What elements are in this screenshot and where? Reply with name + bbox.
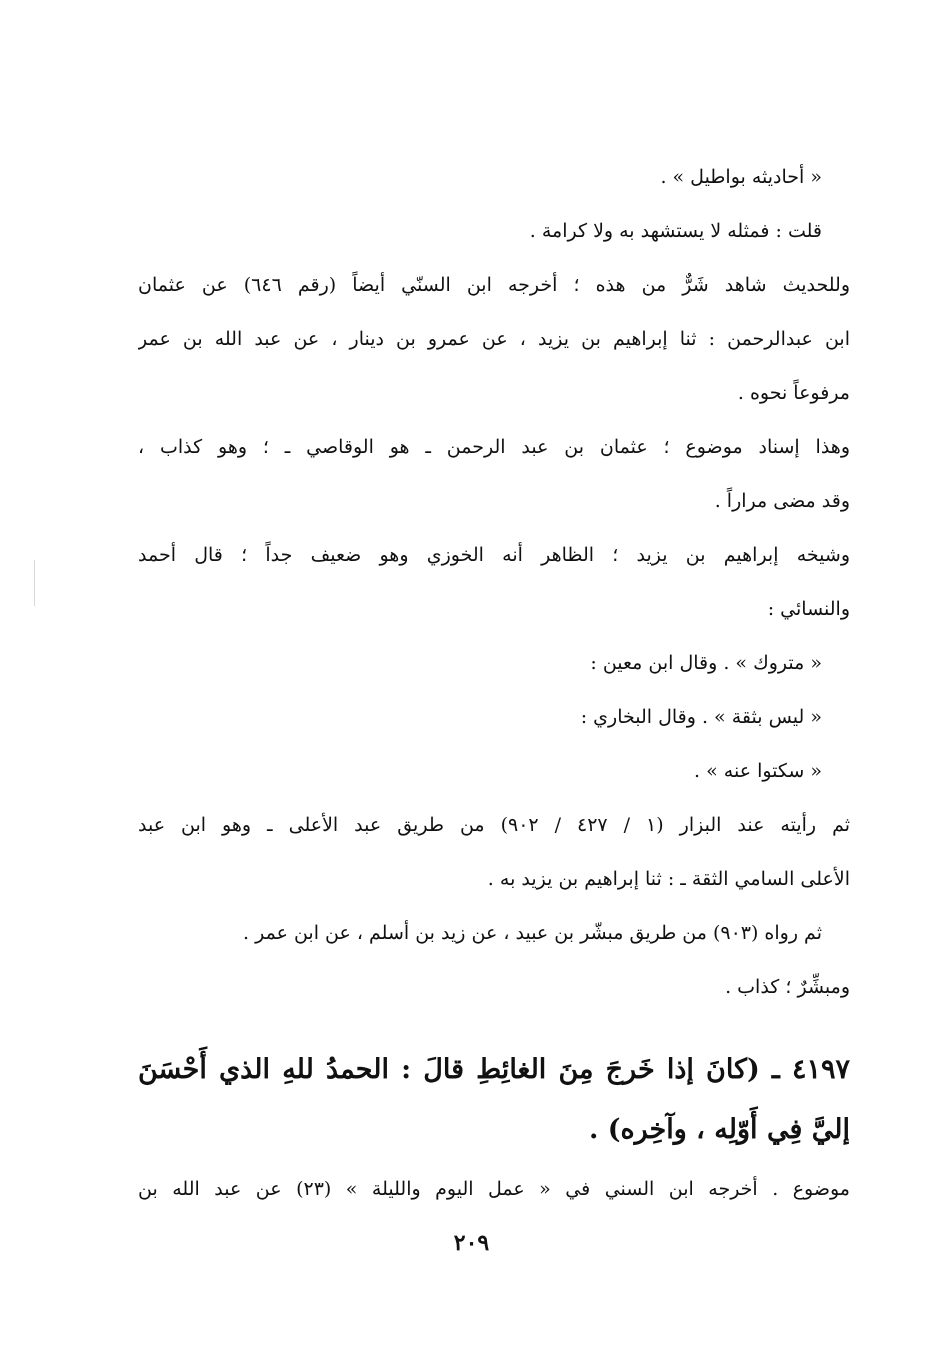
paragraph-shahid-line-3: مرفوعاً نحوه . xyxy=(737,382,850,404)
paragraph-bazzar-line-1: ثم رأيته عند البزار (١ / ٤٢٧ / ٩٠٢) من طريق عبد الأعلى ـ وهو ابن عبد xyxy=(138,814,850,836)
hadith-heading-line-2: إليَّ فِي أَوّلِه ، وآخِره) . xyxy=(588,1114,850,1145)
paragraph-qultu: قلت : فمثله لا يستشهد به ولا كرامة . xyxy=(529,220,822,242)
paragraph-shahid-line-2: ابن عبدالرحمن : ثنا إبراهيم بن يزيد ، عن عمرو بن دينار ، عن عبد الله بن عمر xyxy=(138,328,850,350)
paragraph-shaykh-line-2: والنسائي : xyxy=(767,598,850,620)
paragraph-bazzar-line-2: الأعلى السامي الثقة ـ : ثنا إبراهيم بن يزيد به . xyxy=(487,868,850,890)
hadith-heading-line-1: ٤١٩٧ ـ (كانَ إذا خَرجَ مِنَ الغائِطِ قالَ : الحمدُ للهِ الذي أَحْسَنَ xyxy=(138,1054,850,1085)
paragraph-isnad-line-2: وقد مضى مراراً . xyxy=(714,490,850,512)
quote-laysa-bithiqa: « ليس بثقة » . وقال البخاري : xyxy=(580,706,822,728)
paragraph-shaykh-line-1: وشيخه إبراهيم بن يزيد ؛ الظاهر أنه الخوزي وهو ضعيف جداً ؛ قال أحمد xyxy=(138,544,850,566)
quote-line-ahadith: « أحاديثه بواطيل » . xyxy=(660,166,822,188)
hadith-heading xyxy=(138,1040,850,1160)
text-block-lower xyxy=(138,1162,850,1216)
paragraph-rawahu-line-2: ومبشِّرٌ ؛ كذاب . xyxy=(725,976,850,998)
paragraph-mawdu-line-1: موضوع . أخرجه ابن السني في « عمل اليوم والليلة » (٢٣) عن عبد الله بن xyxy=(138,1178,850,1200)
quote-sakatu-anhu: « سكتوا عنه » . xyxy=(694,760,822,782)
page-number: ٢٠٩ xyxy=(453,1230,490,1256)
paragraph-shahid-line-1: وللحديث شاهد شَرٌّ من هذه ؛ أخرجه ابن السنّي أيضاً (رقم ٦٤٦) عن عثمان xyxy=(138,274,850,296)
paragraph-rawahu-line-1: ثم رواه (٩٠٣) من طريق مبشّر بن عبيد ، عن زيد بن أسلم ، عن ابن عمر . xyxy=(243,922,822,944)
margin-scan-mark xyxy=(34,560,43,606)
quote-matruk: « متروك » . وقال ابن معين : xyxy=(590,652,822,674)
text-block-upper xyxy=(138,150,850,1014)
paragraph-isnad-line-1: وهذا إسناد موضوع ؛ عثمان بن عبد الرحمن ـ هو الوقاصي ـ ؛ وهو كذاب ، xyxy=(138,436,850,458)
